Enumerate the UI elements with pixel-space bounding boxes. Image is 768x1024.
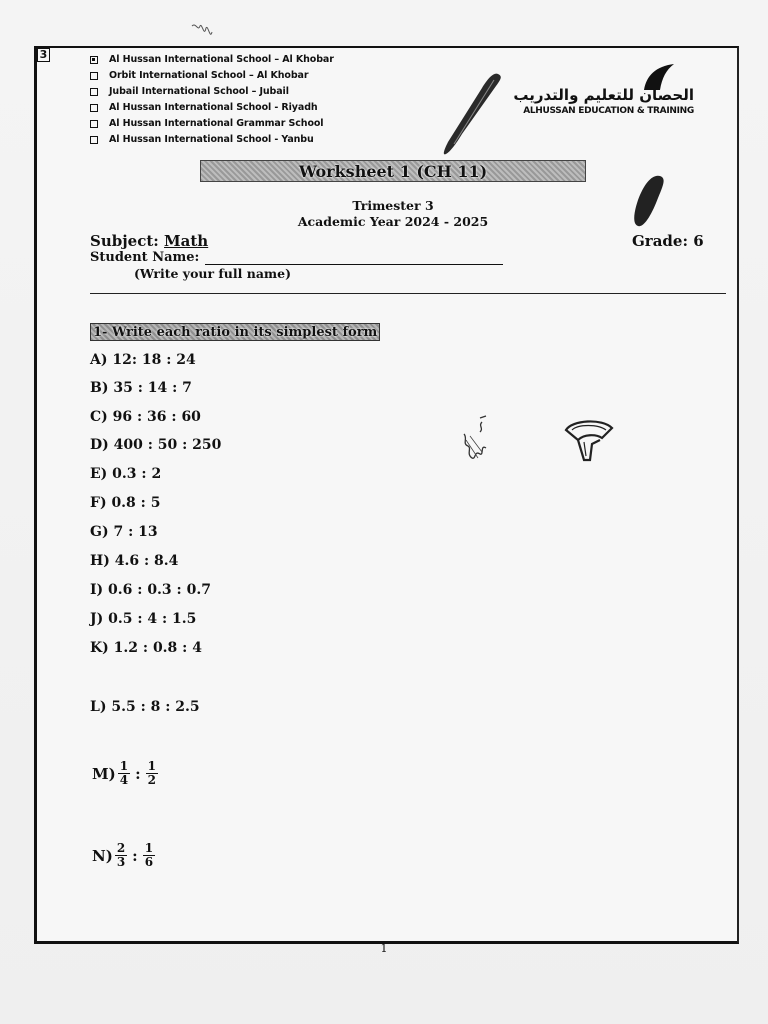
corner-mark: 3	[37, 48, 50, 62]
question-item: K) 1.2 : 0.8 : 4	[90, 640, 202, 656]
checkbox-icon[interactable]	[90, 136, 98, 144]
school-label: Al Hussan International School – Al Khobar	[109, 54, 334, 65]
logo-arabic-text: الحصان للتعليم والتدريب	[513, 86, 694, 104]
numerator: 1	[144, 841, 154, 855]
pen-mark-icon	[436, 70, 506, 158]
question-item: A) 12: 18 : 24	[90, 352, 196, 368]
question-item: I) 0.6 : 0.3 : 0.7	[90, 582, 211, 598]
question-item: C) 96 : 36 : 60	[90, 409, 201, 425]
academic-year-label: Academic Year 2024 - 2025	[297, 214, 489, 229]
numerator: 1	[147, 759, 156, 773]
question-item: D) 400 : 50 : 250	[90, 437, 222, 453]
checkbox-checked-icon[interactable]	[90, 56, 98, 64]
school-option[interactable]	[90, 84, 334, 100]
question-item: E) 0.3 : 2	[90, 466, 162, 482]
fraction-question	[92, 842, 157, 869]
denominator: 6	[144, 855, 154, 869]
numerator: 2	[116, 841, 126, 855]
question-item: B) 35 : 14 : 7	[90, 380, 192, 396]
question-label: N)	[92, 846, 113, 865]
school-option[interactable]	[90, 68, 334, 84]
numerator: 1	[119, 759, 129, 773]
fraction	[118, 760, 130, 787]
school-label: Orbit International School – Al Khobar	[109, 70, 309, 81]
ratio-colon: :	[135, 764, 141, 783]
pen-mark-small-icon	[630, 174, 666, 228]
checkbox-icon[interactable]	[90, 120, 98, 128]
fraction-question	[92, 760, 160, 787]
subject-row	[90, 232, 208, 250]
question-item: H) 4.6 : 8.4	[90, 553, 179, 569]
handwriting-mark-icon	[458, 414, 492, 464]
fraction	[115, 842, 127, 869]
checkbox-icon[interactable]	[90, 88, 98, 96]
student-name-hint: (Write your full name)	[134, 266, 292, 281]
school-option[interactable]	[90, 116, 334, 132]
subject-label: Subject:	[90, 232, 159, 250]
school-option[interactable]	[90, 132, 334, 148]
school-checklist	[90, 52, 334, 148]
question-item: J) 0.5 : 4 : 1.5	[90, 611, 197, 627]
worksheet-title-banner	[200, 160, 586, 182]
school-label: Al Hussan International Grammar School	[109, 118, 324, 129]
school-logo	[513, 62, 698, 122]
subject-value: Math	[164, 232, 209, 250]
denominator: 4	[119, 773, 129, 787]
header-divider	[90, 293, 726, 294]
denominator: 2	[147, 773, 156, 787]
question-item: L) 5.5 : 8 : 2.5	[90, 699, 200, 715]
school-label: Jubail International School – Jubail	[109, 86, 289, 97]
school-option[interactable]	[90, 52, 334, 68]
scribble-mark-icon	[188, 20, 216, 48]
checkbox-icon[interactable]	[90, 72, 98, 80]
denominator: 3	[116, 855, 126, 869]
fraction	[143, 842, 155, 869]
question-item: F) 0.8 : 5	[90, 495, 161, 511]
worksheet-title: Worksheet 1 (CH 11)	[298, 161, 488, 181]
school-label: Al Hussan International School - Yanbu	[109, 134, 314, 145]
school-option[interactable]	[90, 100, 334, 116]
student-name-label: Student Name:	[90, 250, 200, 265]
school-label: Al Hussan International School - Riyadh	[109, 102, 318, 113]
trimester-label: Trimester 3	[352, 198, 434, 213]
student-name-field[interactable]	[205, 252, 503, 265]
page-number: 1	[380, 942, 388, 955]
grade-label: Grade: 6	[632, 232, 704, 250]
logo-english-text: ALHUSSAN EDUCATION & TRAINING	[523, 106, 694, 116]
section-heading: 1- Write each ratio in its simplest form	[90, 323, 380, 341]
bird-stamp-icon	[562, 416, 616, 464]
checkbox-icon[interactable]	[90, 104, 98, 112]
ratio-colon: :	[132, 846, 138, 865]
student-name-row	[90, 250, 503, 265]
question-label: M)	[92, 764, 116, 783]
fraction	[146, 760, 158, 787]
question-item: G) 7 : 13	[90, 524, 158, 540]
